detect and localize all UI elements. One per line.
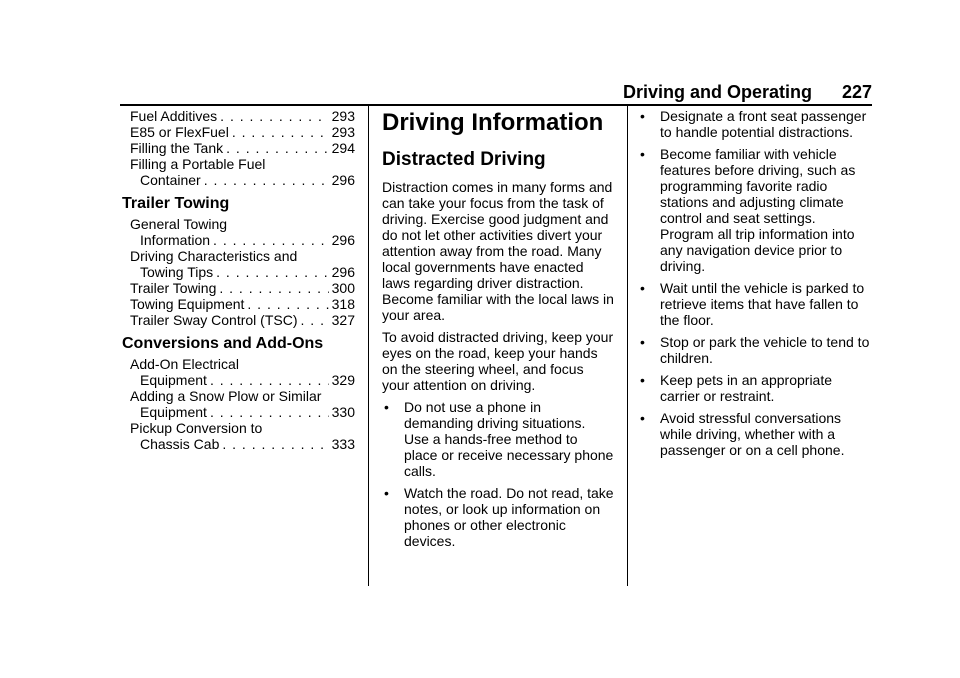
bullet-list: [638, 108, 870, 458]
list-item: • Avoid stressful conversations while driving, whether with a passenger or on a cell phone.: [640, 410, 845, 458]
list-item: • Become familiar with vehicle features before driving, such as programming favorite radio stations and adjusting climate control and seat settings. Program all trip information into any navigation device prior to driving.: [640, 146, 856, 274]
toc-heading-conversions[interactable]: Conversions and Add-Ons: [122, 335, 324, 352]
toc-entry-fuel-additives[interactable]: Fuel Additives . . . 293: [130, 108, 355, 124]
toc-entry-filling-tank[interactable]: Filling the Tank . . . 294: [130, 140, 355, 156]
toc-column: [122, 108, 355, 452]
bullet-icon: •: [384, 485, 389, 501]
list-item: • Wait until the vehicle is parked to retrieve items that have fallen to the floor.: [640, 280, 865, 328]
bullet-icon: •: [640, 410, 645, 426]
toc-entry-addon-electrical[interactable]: Add-On Electrical Equipment . . . 329: [130, 356, 355, 388]
column-divider-left: [368, 104, 369, 586]
page-title: Driving Information: [382, 109, 604, 136]
page-number: 227: [841, 82, 872, 102]
bullet-icon: •: [384, 399, 389, 415]
toc-entry-pickup-conversion[interactable]: Pickup Conversion to Chassis Cab . . . 333: [130, 420, 355, 452]
bullet-icon: •: [640, 146, 645, 162]
bullet-icon: •: [640, 372, 645, 388]
list-item: • Watch the road. Do not read, take notes, or look up information on phones or other electronic devices.: [384, 485, 614, 549]
list-item: • Designate a front seat passenger to handle potential distractions.: [640, 108, 867, 140]
section-title: Driving and Operating: [622, 82, 812, 102]
list-item: • Keep pets in an appropriate carrier or restraint.: [640, 372, 833, 404]
paragraph-avoid: To avoid distracted driving, keep your eyes on the road, keep your hands on the steering wheel, and focus your attention on driving.: [382, 329, 614, 393]
page-header: [120, 82, 872, 106]
toc-entry-portable-fuel[interactable]: Filling a Portable Fuel Container . . . 296: [130, 156, 355, 188]
toc-entry-towing-equipment[interactable]: Towing Equipment . . . 318: [130, 296, 355, 312]
toc-entry-trailer-towing[interactable]: Trailer Towing . . . 300: [130, 280, 355, 296]
toc-entry-e85[interactable]: E85 or FlexFuel . . . 293: [130, 124, 355, 140]
toc-entry-snow-plow[interactable]: Adding a Snow Plow or Similar Equipment . . . 330: [130, 388, 355, 420]
toc-entry-tsc[interactable]: Trailer Sway Control (TSC) . . . 327: [130, 312, 355, 328]
toc-entry-driving-characteristics[interactable]: Driving Characteristics and Towing Tips . . . 296: [130, 248, 355, 280]
section-heading: Distracted Driving: [382, 149, 546, 170]
bullet-icon: •: [640, 334, 645, 350]
list-item: • Do not use a phone in demanding driving situations. Use a hands-free method to place or receive necessary phone calls.: [384, 399, 614, 479]
bullet-list: [382, 399, 614, 549]
continued-column: [638, 108, 870, 464]
paragraph-intro: Distraction comes in many forms and can take your focus from the task of driving. Exercise good judgment and do not let other activities divert your attention away from the road. Many local governments have enacted laws regarding driver distraction. Become familiar with the local laws in your area.: [382, 179, 614, 323]
header-rule: [120, 104, 872, 106]
bullet-icon: •: [640, 108, 645, 124]
toc-entry-general-towing[interactable]: General Towing Information . . . 296: [130, 216, 355, 248]
column-divider-right: [627, 104, 628, 586]
list-item: • Stop or park the vehicle to tend to children.: [640, 334, 870, 366]
main-column: [382, 108, 614, 555]
toc-heading-trailer[interactable]: Trailer Towing: [122, 195, 230, 212]
bullet-icon: •: [640, 280, 645, 296]
